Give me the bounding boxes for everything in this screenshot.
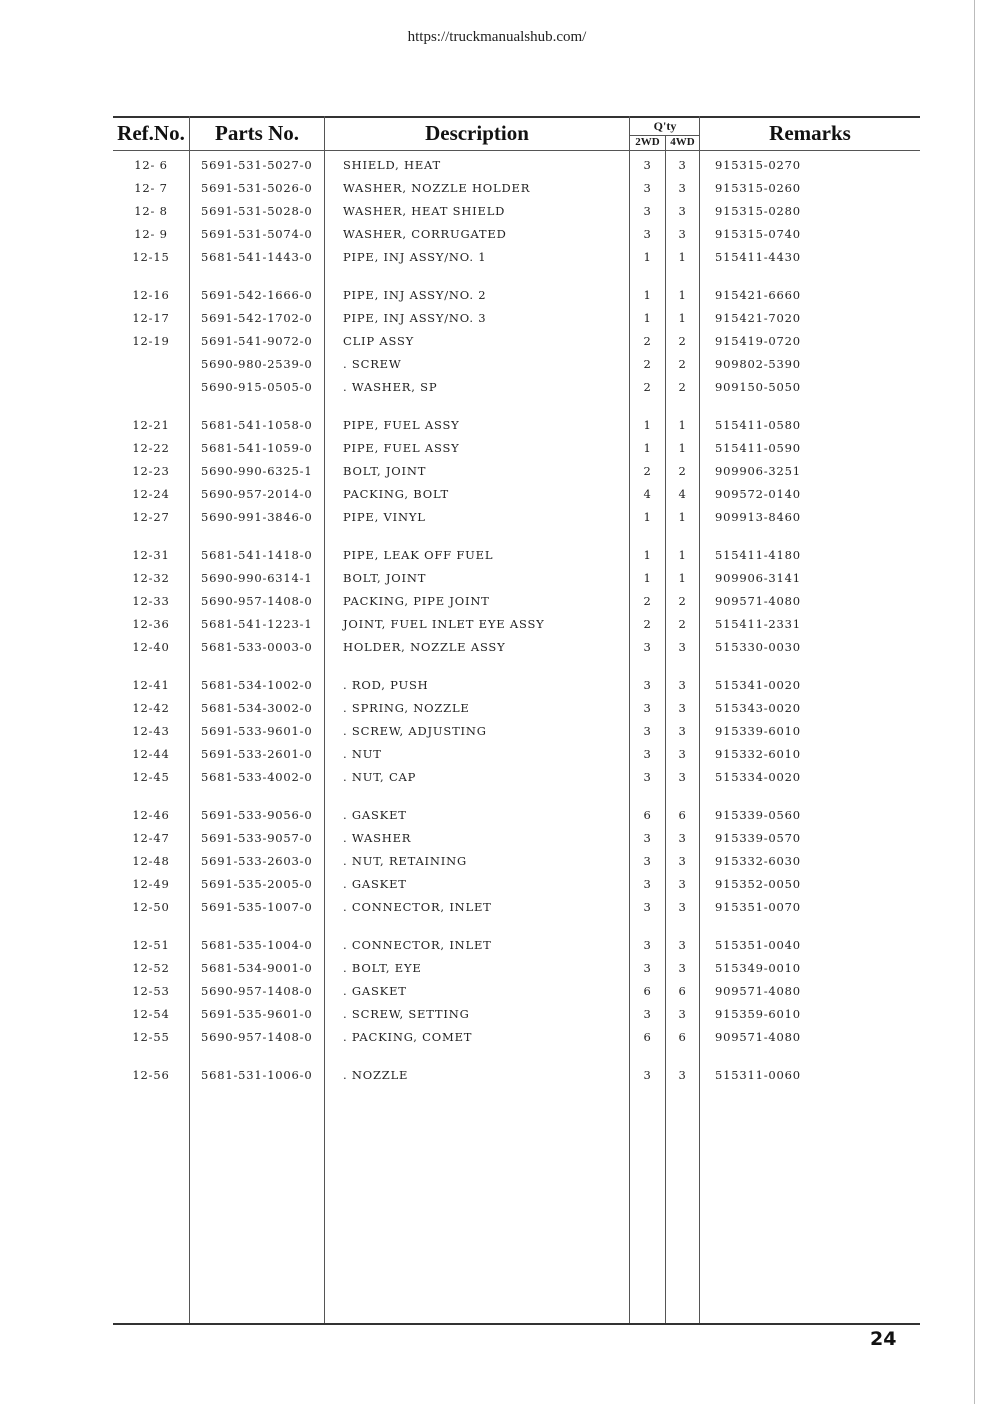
description-cell: PIPE, INJ ASSY/NO. 1 [343, 250, 487, 264]
part-number-cell: 5691-531-5027-0 [201, 158, 313, 172]
description-cell: . SCREW, ADJUSTING [343, 724, 487, 738]
description-cell: . CONNECTOR, INLET [343, 900, 492, 914]
part-number-cell: 5690-957-2014-0 [201, 487, 313, 501]
description-cell: . CONNECTOR, INLET [343, 938, 492, 952]
description-cell: . NUT [343, 747, 382, 761]
row-group [113, 674, 920, 789]
qty-2wd-cell: 6 [643, 1030, 652, 1044]
table-row [113, 284, 920, 307]
part-number-cell: 5681-535-1004-0 [201, 938, 313, 952]
qty-4wd-cell: 1 [678, 510, 687, 524]
qty-2wd-cell: 3 [643, 227, 652, 241]
part-number-cell: 5690-991-3846-0 [201, 510, 313, 524]
remarks-cell: 515334-0020 [715, 770, 801, 784]
description-cell: . BOLT, EYE [343, 961, 422, 975]
description-cell: CLIP ASSY [343, 334, 415, 348]
qty-2wd-cell: 1 [643, 571, 652, 585]
qty-4wd-cell: 3 [678, 158, 687, 172]
remarks-cell: 909906-3251 [715, 464, 801, 478]
part-number-cell: 5681-541-1418-0 [201, 548, 313, 562]
ref-cell: 12-48 [132, 854, 170, 868]
qty-2wd-cell: 2 [643, 357, 652, 371]
remarks-cell: 515349-0010 [715, 961, 801, 975]
qty-2wd-cell: 1 [643, 311, 652, 325]
table-row [113, 766, 920, 789]
header-description: Description [425, 120, 529, 145]
qty-2wd-cell: 1 [643, 548, 652, 562]
ref-cell: 12-54 [132, 1007, 170, 1021]
table-bottom-rule [113, 1323, 920, 1325]
part-number-cell: 5681-534-3002-0 [201, 701, 313, 715]
part-number-cell: 5690-990-6325-1 [201, 464, 313, 478]
table-row [113, 980, 920, 1003]
qty-4wd-cell: 3 [678, 938, 687, 952]
remarks-cell: 915339-0560 [715, 808, 801, 822]
qty-2wd-cell: 3 [643, 1007, 652, 1021]
description-cell: SHIELD, HEAT [343, 158, 441, 172]
description-cell: BOLT, JOINT [343, 571, 427, 585]
ref-cell: 12-36 [132, 617, 170, 631]
remarks-cell: 915339-6010 [715, 724, 801, 738]
table-row [113, 483, 920, 506]
qty-2wd-cell: 2 [643, 617, 652, 631]
ref-cell: 12-47 [132, 831, 170, 845]
header-remarks: Remarks [769, 120, 851, 145]
table-row [113, 850, 920, 873]
part-number-cell: 5691-531-5028-0 [201, 204, 313, 218]
remarks-cell: 915315-0740 [715, 227, 801, 241]
part-number-cell: 5691-542-1666-0 [201, 288, 313, 302]
table-row [113, 697, 920, 720]
part-number-cell: 5690-957-1408-0 [201, 594, 313, 608]
qty-4wd-cell: 3 [678, 900, 687, 914]
table-row [113, 460, 920, 483]
table-row [113, 544, 920, 567]
part-number-cell: 5690-980-2539-0 [201, 357, 313, 371]
part-number-cell: 5691-533-2603-0 [201, 854, 313, 868]
ref-cell: 12-40 [132, 640, 170, 654]
description-cell: . GASKET [343, 984, 407, 998]
description-cell: WASHER, HEAT SHIELD [343, 204, 506, 218]
qty-4wd-cell: 3 [678, 678, 687, 692]
part-number-cell: 5681-541-1443-0 [201, 250, 313, 264]
qty-2wd-cell: 1 [643, 510, 652, 524]
ref-cell: 12-53 [132, 984, 170, 998]
part-number-cell: 5691-533-9601-0 [201, 724, 313, 738]
ref-cell: 12-27 [132, 510, 170, 524]
ref-cell: 12-49 [132, 877, 170, 891]
remarks-cell: 515311-0060 [715, 1068, 801, 1082]
qty-2wd-cell: 3 [643, 678, 652, 692]
qty-4wd-cell: 3 [678, 747, 687, 761]
table-row [113, 376, 920, 399]
ref-cell: 12-42 [132, 701, 170, 715]
qty-2wd-cell: 4 [643, 487, 652, 501]
remarks-cell: 515411-0590 [715, 441, 801, 455]
row-group [113, 154, 920, 269]
table-row [113, 353, 920, 376]
description-cell: . NUT, CAP [343, 770, 417, 784]
qty-2wd-cell: 3 [643, 854, 652, 868]
ref-cell: 12-52 [132, 961, 170, 975]
remarks-cell: 915421-6660 [715, 288, 801, 302]
ref-cell: 12-17 [132, 311, 170, 325]
part-number-cell: 5691-535-2005-0 [201, 877, 313, 891]
qty-4wd-cell: 3 [678, 854, 687, 868]
table-row [113, 827, 920, 850]
ref-cell: 12-46 [132, 808, 170, 822]
description-cell: PACKING, PIPE JOINT [343, 594, 490, 608]
row-group [113, 804, 920, 919]
description-cell: JOINT, FUEL INLET EYE ASSY [343, 617, 545, 631]
qty-4wd-cell: 1 [678, 288, 687, 302]
qty-2wd-cell: 1 [643, 441, 652, 455]
description-cell: . SPRING, NOZZLE [343, 701, 470, 715]
table-row [113, 613, 920, 636]
qty-4wd-cell: 1 [678, 418, 687, 432]
qty-2wd-cell: 3 [643, 938, 652, 952]
part-number-cell: 5690-915-0505-0 [201, 380, 313, 394]
table-row [113, 177, 920, 200]
ref-cell: 12-43 [132, 724, 170, 738]
description-cell: . WASHER [343, 831, 412, 845]
table-row [113, 223, 920, 246]
qty-4wd-cell: 2 [678, 357, 687, 371]
remarks-cell: 915332-6030 [715, 854, 801, 868]
qty-4wd-cell: 1 [678, 571, 687, 585]
table-row [113, 934, 920, 957]
qty-4wd-cell: 1 [678, 250, 687, 264]
remarks-cell: 515411-4430 [715, 250, 801, 264]
part-number-cell: 5691-531-5074-0 [201, 227, 313, 241]
description-cell: PIPE, VINYL [343, 510, 426, 524]
description-cell: . SCREW, SETTING [343, 1007, 470, 1021]
table-row [113, 330, 920, 353]
ref-cell: 12- 9 [134, 227, 168, 241]
remarks-cell: 515411-4180 [715, 548, 801, 562]
description-cell: WASHER, NOZZLE HOLDER [343, 181, 531, 195]
description-cell: PIPE, FUEL ASSY [343, 418, 460, 432]
qty-4wd-cell: 2 [678, 594, 687, 608]
remarks-cell: 915421-7020 [715, 311, 801, 325]
remarks-cell: 915339-0570 [715, 831, 801, 845]
header-part: Parts No. [215, 120, 299, 145]
remarks-cell: 915351-0070 [715, 900, 801, 914]
parts-table [113, 116, 920, 1326]
ref-cell: 12-15 [132, 250, 170, 264]
row-group [113, 284, 920, 399]
qty-4wd-cell: 4 [678, 487, 687, 501]
header-qty-2wd: 2WD [635, 136, 660, 148]
qty-4wd-cell: 1 [678, 311, 687, 325]
header-qty-4wd: 4WD [670, 136, 695, 148]
qty-2wd-cell: 3 [643, 900, 652, 914]
description-cell: PIPE, INJ ASSY/NO. 3 [343, 311, 487, 325]
qty-2wd-cell: 2 [643, 594, 652, 608]
ref-cell: 12-19 [132, 334, 170, 348]
table-row [113, 200, 920, 223]
part-number-cell: 5690-990-6314-1 [201, 571, 313, 585]
ref-cell: 12-16 [132, 288, 170, 302]
qty-4wd-cell: 3 [678, 1007, 687, 1021]
ref-cell: 12-41 [132, 678, 170, 692]
ref-cell: 12-23 [132, 464, 170, 478]
table-row [113, 437, 920, 460]
qty-2wd-cell: 2 [643, 464, 652, 478]
ref-cell: 12- 6 [134, 158, 168, 172]
remarks-cell: 915315-0270 [715, 158, 801, 172]
description-cell: PIPE, LEAK OFF FUEL [343, 548, 494, 562]
remarks-cell: 915359-6010 [715, 1007, 801, 1021]
description-cell: . PACKING, COMET [343, 1030, 473, 1044]
qty-2wd-cell: 2 [643, 380, 652, 394]
header-divider [113, 150, 920, 151]
qty-4wd-cell: 2 [678, 334, 687, 348]
ref-cell: 12-21 [132, 418, 170, 432]
row-group [113, 544, 920, 659]
qty-2wd-cell: 2 [643, 334, 652, 348]
ref-cell: 12-33 [132, 594, 170, 608]
ref-cell: 12-56 [132, 1068, 170, 1082]
description-cell: PIPE, INJ ASSY/NO. 2 [343, 288, 487, 302]
part-number-cell: 5691-535-1007-0 [201, 900, 313, 914]
qty-4wd-cell: 3 [678, 724, 687, 738]
part-number-cell: 5681-533-0003-0 [201, 640, 313, 654]
source-url: https://truckmanualshub.com/ [407, 29, 587, 45]
table-row [113, 636, 920, 659]
qty-4wd-cell: 3 [678, 831, 687, 845]
remarks-cell: 909572-0140 [715, 487, 801, 501]
remarks-cell: 515343-0020 [715, 701, 801, 715]
qty-4wd-cell: 3 [678, 227, 687, 241]
table-row [113, 674, 920, 697]
table-row [113, 1064, 920, 1087]
ref-cell: 12-31 [132, 548, 170, 562]
remarks-cell: 909802-5390 [715, 357, 801, 371]
qty-2wd-cell: 1 [643, 250, 652, 264]
part-number-cell: 5691-542-1702-0 [201, 311, 313, 325]
remarks-cell: 515351-0040 [715, 938, 801, 952]
table-row [113, 414, 920, 437]
table-row [113, 567, 920, 590]
qty-4wd-cell: 3 [678, 1068, 687, 1082]
qty-4wd-cell: 6 [678, 1030, 687, 1044]
row-group [113, 934, 920, 1049]
table-row [113, 957, 920, 980]
qty-4wd-cell: 3 [678, 770, 687, 784]
part-number-cell: 5681-541-1059-0 [201, 441, 313, 455]
ref-cell: 12- 7 [134, 181, 168, 195]
part-number-cell: 5681-541-1223-1 [201, 617, 313, 631]
qty-2wd-cell: 3 [643, 181, 652, 195]
qty-4wd-cell: 3 [678, 640, 687, 654]
ref-cell: 12-24 [132, 487, 170, 501]
remarks-cell: 909571-4080 [715, 594, 801, 608]
ref-cell: 12-51 [132, 938, 170, 952]
remarks-cell: 515411-0580 [715, 418, 801, 432]
qty-4wd-cell: 3 [678, 701, 687, 715]
description-cell: . GASKET [343, 808, 407, 822]
description-cell: . SCREW [343, 357, 402, 371]
qty-4wd-cell: 2 [678, 617, 687, 631]
qty-2wd-cell: 3 [643, 831, 652, 845]
table-row [113, 154, 920, 177]
qty-4wd-cell: 6 [678, 808, 687, 822]
part-number-cell: 5681-534-1002-0 [201, 678, 313, 692]
part-number-cell: 5690-957-1408-0 [201, 1030, 313, 1044]
remarks-cell: 909571-4080 [715, 984, 801, 998]
qty-2wd-cell: 3 [643, 701, 652, 715]
description-cell: HOLDER, NOZZLE ASSY [343, 640, 506, 654]
ref-cell: 12-32 [132, 571, 170, 585]
part-number-cell: 5691-541-9072-0 [201, 334, 313, 348]
description-cell: WASHER, CORRUGATED [343, 227, 507, 241]
table-row [113, 1026, 920, 1049]
row-group [113, 414, 920, 529]
table-row [113, 720, 920, 743]
part-number-cell: 5681-541-1058-0 [201, 418, 313, 432]
qty-2wd-cell: 1 [643, 288, 652, 302]
ref-cell: 12-50 [132, 900, 170, 914]
qty-2wd-cell: 3 [643, 747, 652, 761]
remarks-cell: 909150-5050 [715, 380, 801, 394]
table-body [113, 154, 920, 1102]
part-number-cell: 5690-957-1408-0 [201, 984, 313, 998]
qty-4wd-cell: 2 [678, 464, 687, 478]
part-number-cell: 5681-534-9001-0 [201, 961, 313, 975]
part-number-cell: 5681-531-1006-0 [201, 1068, 313, 1082]
description-cell: . NUT, RETAINING [343, 854, 467, 868]
part-number-cell: 5681-533-4002-0 [201, 770, 313, 784]
table-row [113, 506, 920, 529]
remarks-cell: 915315-0260 [715, 181, 801, 195]
description-cell: . GASKET [343, 877, 407, 891]
remarks-cell: 515341-0020 [715, 678, 801, 692]
remarks-cell: 515411-2331 [715, 617, 801, 631]
row-group [113, 1064, 920, 1087]
ref-cell: 12-44 [132, 747, 170, 761]
part-number-cell: 5691-531-5026-0 [201, 181, 313, 195]
description-cell: . ROD, PUSH [343, 678, 429, 692]
remarks-cell: 915332-6010 [715, 747, 801, 761]
qty-4wd-cell: 2 [678, 380, 687, 394]
qty-4wd-cell: 1 [678, 441, 687, 455]
table-row [113, 1003, 920, 1026]
qty-2wd-cell: 3 [643, 724, 652, 738]
header-qty: Q'ty [653, 119, 677, 133]
description-cell: . WASHER, SP [343, 380, 438, 394]
table-row [113, 307, 920, 330]
ref-cell: 12- 8 [134, 204, 168, 218]
page-number: 24 [870, 1328, 897, 1350]
qty-4wd-cell: 3 [678, 181, 687, 195]
table-row [113, 804, 920, 827]
remarks-cell: 515330-0030 [715, 640, 801, 654]
table-row [113, 873, 920, 896]
table-row [113, 246, 920, 269]
qty-2wd-cell: 3 [643, 961, 652, 975]
table-row [113, 590, 920, 613]
part-number-cell: 5691-535-9601-0 [201, 1007, 313, 1021]
ref-cell: 12-55 [132, 1030, 170, 1044]
ref-cell: 12-22 [132, 441, 170, 455]
header-ref: Ref.No. [117, 120, 185, 145]
qty-4wd-cell: 3 [678, 961, 687, 975]
remarks-cell: 909571-4080 [715, 1030, 801, 1044]
remarks-cell: 915419-0720 [715, 334, 801, 348]
qty-4wd-cell: 1 [678, 548, 687, 562]
description-cell: PACKING, BOLT [343, 487, 449, 501]
table-row [113, 896, 920, 919]
qty-4wd-cell: 6 [678, 984, 687, 998]
qty-2wd-cell: 1 [643, 418, 652, 432]
table-row [113, 743, 920, 766]
remarks-cell: 915315-0280 [715, 204, 801, 218]
part-number-cell: 5691-533-2601-0 [201, 747, 313, 761]
part-number-cell: 5691-533-9057-0 [201, 831, 313, 845]
remarks-cell: 909913-8460 [715, 510, 801, 524]
qty-4wd-cell: 3 [678, 877, 687, 891]
qty-2wd-cell: 6 [643, 984, 652, 998]
qty-4wd-cell: 3 [678, 204, 687, 218]
remarks-cell: 915352-0050 [715, 877, 801, 891]
remarks-cell: 909906-3141 [715, 571, 801, 585]
qty-2wd-cell: 3 [643, 158, 652, 172]
qty-2wd-cell: 3 [643, 877, 652, 891]
description-cell: . NOZZLE [343, 1068, 409, 1082]
description-cell: PIPE, FUEL ASSY [343, 441, 460, 455]
qty-2wd-cell: 3 [643, 1068, 652, 1082]
ref-cell: 12-45 [132, 770, 170, 784]
qty-2wd-cell: 3 [643, 770, 652, 784]
qty-2wd-cell: 6 [643, 808, 652, 822]
scan-edge [974, 0, 975, 1404]
qty-2wd-cell: 3 [643, 204, 652, 218]
part-number-cell: 5691-533-9056-0 [201, 808, 313, 822]
description-cell: BOLT, JOINT [343, 464, 427, 478]
qty-2wd-cell: 3 [643, 640, 652, 654]
